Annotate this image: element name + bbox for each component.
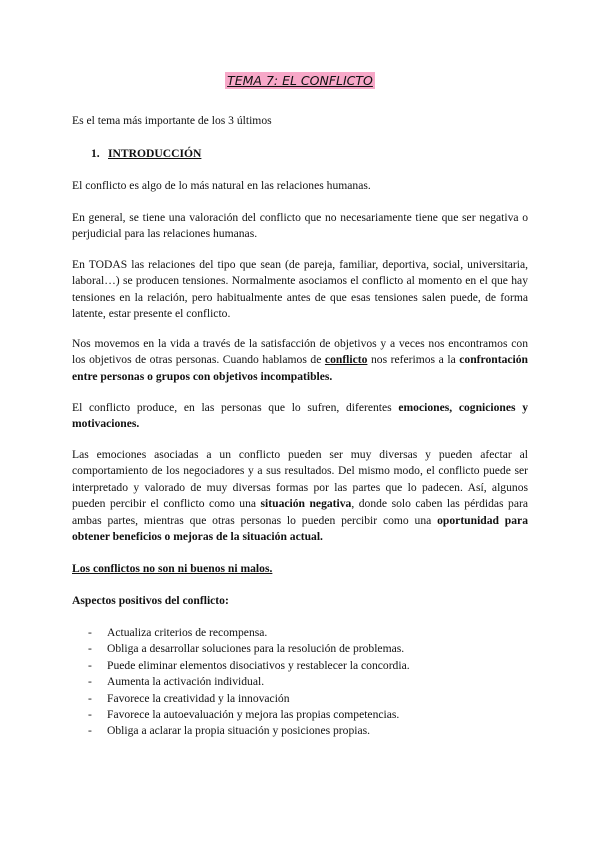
list-item-text: Favorece la autoevaluación y mejora las propias competencias. (107, 707, 400, 721)
section-heading (91, 146, 201, 162)
key-statement-text: Los conflictos no son ni buenos ni malos. (72, 562, 273, 575)
title-container (0, 72, 600, 90)
paragraph-6-text-c: , donde solo caben las pérdidas para ambas partes, mientras que otras personas lo pueden percibir como una (72, 497, 528, 527)
list-item (88, 691, 528, 707)
section-title: INTRODUCCIÓN (108, 147, 202, 160)
list-item (88, 658, 528, 674)
list-item (88, 723, 528, 739)
list-item-text: Puede eliminar elementos disociativos y restablecer la concordia. (107, 658, 410, 672)
bullet-dash: - (88, 658, 92, 672)
paragraph-5-text-a: El conflicto produce, en las personas que lo sufren, diferentes (72, 401, 399, 414)
positives-heading (72, 593, 528, 609)
bullet-dash: - (88, 626, 92, 639)
paragraph-6-bold-b: situación negativa (260, 497, 352, 511)
list-item-text: Actualiza criterios de recompensa. (107, 626, 268, 639)
paragraph-6 (72, 447, 528, 545)
bullet-dash: - (88, 724, 92, 738)
paragraph-6-text-a: Las emociones asociadas a un conflicto pueden ser muy diversas y pueden afectar al comportamiento de los negociadores y a sus resultados. Del mismo modo, el conflicto puede ser interpretado y valorado de muy diversas formas por las partes que lo padecen. Así, algunos pueden percibir el conflicto como una (72, 448, 528, 511)
key-statement (72, 561, 528, 577)
paragraph-4-keyword: conflicto (324, 353, 368, 367)
paragraph-4-text-c: nos referimos a la (367, 353, 460, 367)
intro-line: Es el tema más importante de los 3 últimos (72, 114, 272, 127)
paragraph-1: El conflicto es algo de lo más natural en las relaciones humanas. (72, 179, 371, 192)
list-item-text: Favorece la creatividad y la innovación (107, 691, 290, 705)
list-item (88, 674, 528, 690)
paragraph-3: En TODAS las relaciones del tipo que sean (de pareja, familiar, deportiva, social, universitaria, laboral…) se producen tensiones. Normalmente asociamos el conflicto al momento en el que hay tensiones en la relación, pero habitualmente antes de que esas tensiones salen puede, de forma latente, estar presente el conflicto. (72, 258, 528, 321)
positives-heading-text: Aspectos positivos del conflicto: (72, 594, 229, 607)
list-item-text: Obliga a desarrollar soluciones para la resolución de problemas. (107, 642, 405, 656)
bullet-dash: - (88, 642, 92, 656)
list-item (88, 707, 528, 723)
list-item-text: Aumenta la activación individual. (107, 675, 265, 689)
bullet-dash: - (88, 707, 92, 721)
bullet-dash: - (88, 691, 92, 705)
positives-list (88, 625, 528, 740)
document-title: TEMA 7: EL CONFLICTO (227, 73, 373, 88)
paragraph-4-text-a: Nos movemos en la vida a través de la satisfacción de objetivos y a veces nos encontramos con los objetivos de otras personas. Cuando hablamos de (72, 337, 528, 367)
paragraph-6-bold-d: oportunidad para obtener beneficios o mejoras de la situación actual. (72, 513, 528, 544)
list-item-text: Obliga a aclarar la propia situación y posiciones propias. (107, 724, 371, 738)
bullet-dash: - (88, 675, 92, 689)
paragraph-5 (72, 400, 528, 433)
list-item (88, 641, 528, 657)
section-number: 1. (91, 147, 100, 160)
paragraph-5-bold: emociones, cogniciones y motivaciones. (72, 401, 528, 431)
list-item (88, 625, 528, 641)
paragraph-4-definition: confrontación entre personas o grupos con objetivos incompatibles. (72, 353, 528, 383)
paragraph-2: En general, se tiene una valoración del conflicto que no necesariamente tiene que ser negativa o perjudicial para las relaciones humanas. (72, 211, 528, 241)
paragraph-4 (72, 336, 528, 385)
